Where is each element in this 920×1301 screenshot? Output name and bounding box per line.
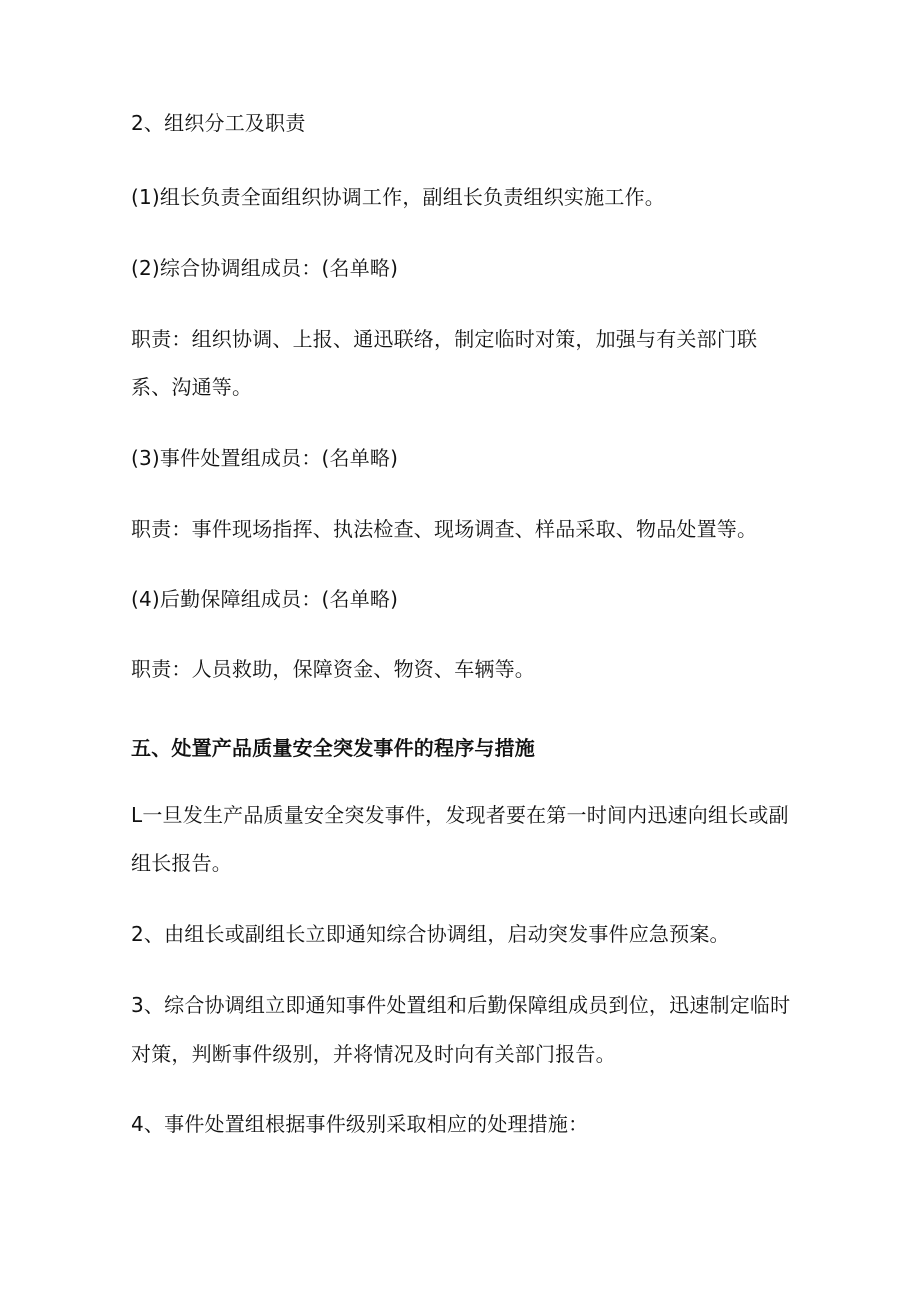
paragraph-step3-line1: 3、综合协调组立即通知事件处置组和后勤保障组成员到位，迅速制定临时 (131, 993, 791, 1017)
paragraph-logistics-duties: 职责：人员救助，保障资金、物资、车辆等。 (131, 657, 535, 681)
paragraph-leader-duties: (1)组长负责全面组织协调工作，副组长负责组织实施工作。 (131, 185, 665, 209)
paragraph-handling-group: (3)事件处置组成员：(名单略) (131, 446, 399, 470)
section-heading-organization: 2、组织分工及职责 (131, 111, 306, 135)
paragraph-step1-line1: L一旦发生产品质量安全突发事件，发现者要在第一时间内迅速向组长或副 (131, 803, 789, 827)
paragraph-step1-line2: 组长报告。 (131, 851, 232, 875)
paragraph-step4: 4、事件处置组根据事件级别采取相应的处理措施： (131, 1112, 589, 1136)
section-heading-procedures: 五、处置产品质量安全突发事件的程序与措施 (131, 736, 535, 760)
paragraph-logistics-group: (4)后勤保障组成员：(名单略) (131, 587, 399, 611)
paragraph-handling-duties: 职责：事件现场指挥、执法检查、现场调查、样品采取、物品处置等。 (131, 517, 758, 541)
paragraph-coordination-group: (2)综合协调组成员：(名单略) (131, 256, 399, 280)
paragraph-coordination-duties-line1: 职责：组织协调、上报、通迅联络，制定临时对策，加强与有关部门联 (131, 327, 758, 351)
paragraph-coordination-duties-line2: 系、沟通等。 (131, 375, 253, 399)
paragraph-step2: 2、由组长或副组长立即通知综合协调组，启动突发事件应急预案。 (131, 922, 730, 946)
paragraph-step3-line2: 对策，判断事件级别，并将情况及时向有关部门报告。 (131, 1042, 616, 1066)
